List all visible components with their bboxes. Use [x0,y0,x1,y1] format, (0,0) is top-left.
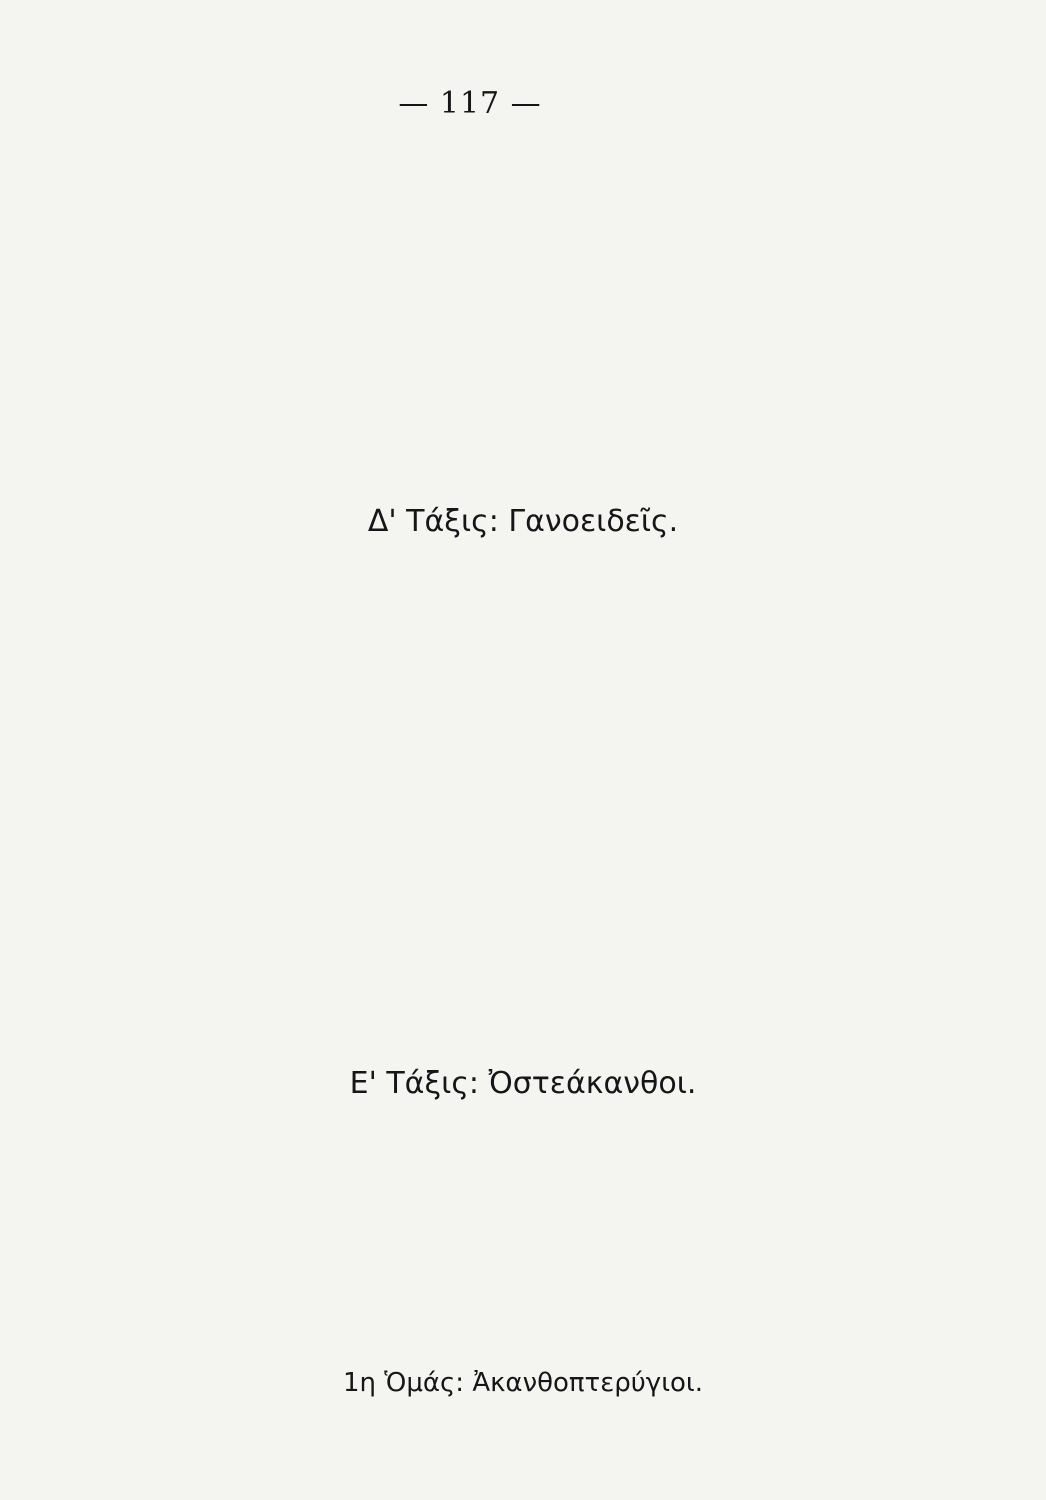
group-heading: 1η Ὁμάς: Ἀκανθοπτερύγιοι. [343,1368,703,1398]
section-heading-order-d: Δ' Τάξις: Γανοειδεῖς. [367,504,679,539]
page-number: — 117 — [398,86,542,121]
section-heading-order-e: Ε' Τάξις: Ὀστεάκανθοι. [349,1066,697,1101]
